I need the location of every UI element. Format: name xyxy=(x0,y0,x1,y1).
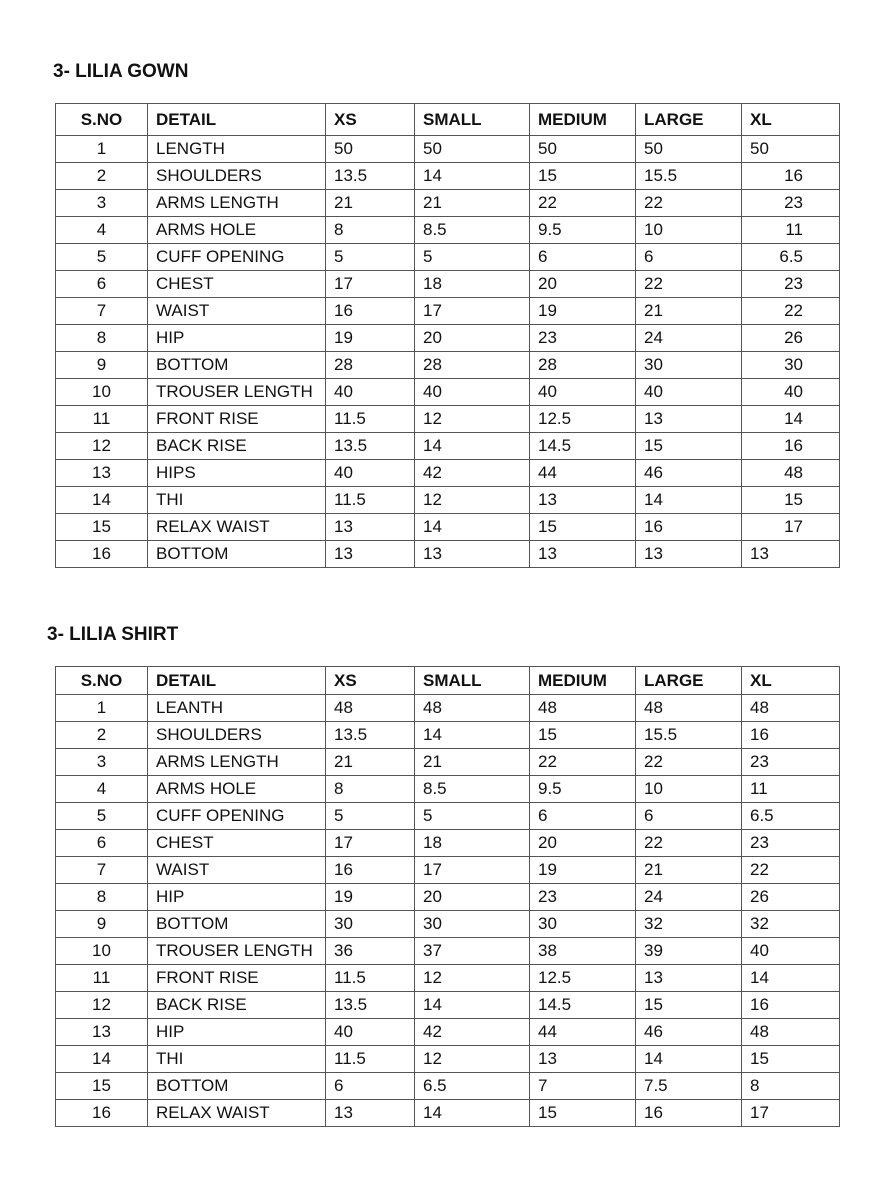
small-cell: 28 xyxy=(415,352,530,379)
sno-cell: 11 xyxy=(56,406,148,433)
xs-cell: 16 xyxy=(326,298,415,325)
detail-cell: CHEST xyxy=(148,271,326,298)
column-header-medium: MEDIUM xyxy=(530,104,636,136)
sno-cell: 8 xyxy=(56,884,148,911)
shirt-section-title: 3- LILIA SHIRT xyxy=(47,624,179,645)
table-row xyxy=(56,487,840,514)
large-cell: 14 xyxy=(636,487,742,514)
sno-cell: 6 xyxy=(56,271,148,298)
medium-cell: 7 xyxy=(530,1073,636,1100)
xs-cell: 40 xyxy=(326,379,415,406)
medium-cell: 9.5 xyxy=(530,776,636,803)
xl-cell: 22 xyxy=(742,298,840,325)
xs-cell: 48 xyxy=(326,695,415,722)
large-cell: 32 xyxy=(636,911,742,938)
large-cell: 16 xyxy=(636,514,742,541)
column-header-detail: DETAIL xyxy=(148,104,326,136)
small-cell: 13 xyxy=(415,541,530,568)
medium-cell: 30 xyxy=(530,911,636,938)
table-row xyxy=(56,541,840,568)
small-cell: 12 xyxy=(415,1046,530,1073)
xl-cell: 23 xyxy=(742,749,840,776)
table-row xyxy=(56,514,840,541)
xs-cell: 30 xyxy=(326,911,415,938)
sno-cell: 7 xyxy=(56,298,148,325)
xl-cell: 14 xyxy=(742,406,840,433)
small-cell: 6.5 xyxy=(415,1073,530,1100)
medium-cell: 40 xyxy=(530,379,636,406)
small-cell: 5 xyxy=(415,244,530,271)
detail-cell: TROUSER LENGTH xyxy=(148,379,326,406)
column-header-detail: DETAIL xyxy=(148,667,326,695)
table-row xyxy=(56,695,840,722)
small-cell: 14 xyxy=(415,514,530,541)
small-cell: 21 xyxy=(415,190,530,217)
table-row xyxy=(56,911,840,938)
table-row xyxy=(56,938,840,965)
column-header-xs: XS xyxy=(326,667,415,695)
column-header-small: SMALL xyxy=(415,667,530,695)
small-cell: 30 xyxy=(415,911,530,938)
detail-cell: THI xyxy=(148,487,326,514)
column-header-large: LARGE xyxy=(636,667,742,695)
detail-cell: RELAX WAIST xyxy=(148,514,326,541)
xl-cell: 16 xyxy=(742,722,840,749)
medium-cell: 48 xyxy=(530,695,636,722)
sno-cell: 9 xyxy=(56,352,148,379)
large-cell: 15.5 xyxy=(636,163,742,190)
medium-cell: 14.5 xyxy=(530,992,636,1019)
large-cell: 15.5 xyxy=(636,722,742,749)
gown-size-table xyxy=(55,103,840,568)
xl-cell: 48 xyxy=(742,1019,840,1046)
medium-cell: 13 xyxy=(530,487,636,514)
detail-cell: BOTTOM xyxy=(148,1073,326,1100)
xs-cell: 13 xyxy=(326,514,415,541)
sno-cell: 14 xyxy=(56,1046,148,1073)
small-cell: 14 xyxy=(415,1100,530,1127)
sno-cell: 12 xyxy=(56,433,148,460)
sno-cell: 5 xyxy=(56,244,148,271)
sno-cell: 4 xyxy=(56,217,148,244)
table-row xyxy=(56,1019,840,1046)
small-cell: 14 xyxy=(415,163,530,190)
large-cell: 22 xyxy=(636,749,742,776)
detail-cell: CUFF OPENING xyxy=(148,803,326,830)
large-cell: 40 xyxy=(636,379,742,406)
small-cell: 12 xyxy=(415,487,530,514)
small-cell: 20 xyxy=(415,884,530,911)
xs-cell: 8 xyxy=(326,776,415,803)
xs-cell: 11.5 xyxy=(326,1046,415,1073)
small-cell: 17 xyxy=(415,857,530,884)
table-row xyxy=(56,298,840,325)
xl-cell: 6.5 xyxy=(742,244,840,271)
medium-cell: 19 xyxy=(530,857,636,884)
column-header-xl: XL xyxy=(742,667,840,695)
xl-cell: 26 xyxy=(742,884,840,911)
xl-cell: 16 xyxy=(742,433,840,460)
medium-cell: 12.5 xyxy=(530,406,636,433)
table-row xyxy=(56,1073,840,1100)
large-cell: 16 xyxy=(636,1100,742,1127)
detail-cell: BACK RISE xyxy=(148,433,326,460)
xl-cell: 30 xyxy=(742,352,840,379)
detail-cell: HIPS xyxy=(148,460,326,487)
xs-cell: 13.5 xyxy=(326,433,415,460)
xs-cell: 11.5 xyxy=(326,965,415,992)
medium-cell: 13 xyxy=(530,541,636,568)
medium-cell: 22 xyxy=(530,749,636,776)
small-cell: 12 xyxy=(415,406,530,433)
xs-cell: 6 xyxy=(326,1073,415,1100)
column-header-sno: S.NO xyxy=(56,667,148,695)
small-cell: 14 xyxy=(415,433,530,460)
table-row xyxy=(56,352,840,379)
table-row xyxy=(56,884,840,911)
xs-cell: 21 xyxy=(326,749,415,776)
sno-cell: 1 xyxy=(56,136,148,163)
small-cell: 14 xyxy=(415,722,530,749)
large-cell: 46 xyxy=(636,460,742,487)
large-cell: 46 xyxy=(636,1019,742,1046)
large-cell: 22 xyxy=(636,830,742,857)
table-row xyxy=(56,271,840,298)
medium-cell: 6 xyxy=(530,803,636,830)
xs-cell: 13.5 xyxy=(326,163,415,190)
xs-cell: 5 xyxy=(326,244,415,271)
sno-cell: 4 xyxy=(56,776,148,803)
xs-cell: 50 xyxy=(326,136,415,163)
large-cell: 21 xyxy=(636,298,742,325)
xl-cell: 14 xyxy=(742,965,840,992)
sno-cell: 6 xyxy=(56,830,148,857)
table-row xyxy=(56,1100,840,1127)
large-cell: 24 xyxy=(636,884,742,911)
xl-cell: 13 xyxy=(742,541,840,568)
sno-cell: 5 xyxy=(56,803,148,830)
large-cell: 15 xyxy=(636,992,742,1019)
large-cell: 13 xyxy=(636,965,742,992)
sno-cell: 14 xyxy=(56,487,148,514)
small-cell: 17 xyxy=(415,298,530,325)
medium-cell: 15 xyxy=(530,722,636,749)
medium-cell: 20 xyxy=(530,271,636,298)
column-header-small: SMALL xyxy=(415,104,530,136)
xl-cell: 50 xyxy=(742,136,840,163)
medium-cell: 15 xyxy=(530,1100,636,1127)
xl-cell: 17 xyxy=(742,514,840,541)
small-cell: 42 xyxy=(415,1019,530,1046)
large-cell: 10 xyxy=(636,217,742,244)
xl-cell: 11 xyxy=(742,776,840,803)
xs-cell: 5 xyxy=(326,803,415,830)
detail-cell: ARMS LENGTH xyxy=(148,749,326,776)
column-header-xl: XL xyxy=(742,104,840,136)
sno-cell: 10 xyxy=(56,379,148,406)
sno-cell: 2 xyxy=(56,722,148,749)
xl-cell: 48 xyxy=(742,460,840,487)
medium-cell: 50 xyxy=(530,136,636,163)
detail-cell: HIP xyxy=(148,325,326,352)
medium-cell: 19 xyxy=(530,298,636,325)
small-cell: 50 xyxy=(415,136,530,163)
medium-cell: 14.5 xyxy=(530,433,636,460)
sno-cell: 15 xyxy=(56,1073,148,1100)
xs-cell: 13 xyxy=(326,541,415,568)
detail-cell: ARMS HOLE xyxy=(148,217,326,244)
sno-cell: 9 xyxy=(56,911,148,938)
small-cell: 48 xyxy=(415,695,530,722)
detail-cell: CHEST xyxy=(148,830,326,857)
xs-cell: 40 xyxy=(326,1019,415,1046)
xs-cell: 19 xyxy=(326,884,415,911)
xl-cell: 16 xyxy=(742,163,840,190)
medium-cell: 13 xyxy=(530,1046,636,1073)
table-row xyxy=(56,460,840,487)
small-cell: 18 xyxy=(415,830,530,857)
sno-cell: 8 xyxy=(56,325,148,352)
table-row xyxy=(56,776,840,803)
medium-cell: 44 xyxy=(530,460,636,487)
table-row xyxy=(56,722,840,749)
table-row xyxy=(56,217,840,244)
table-row xyxy=(56,163,840,190)
xl-cell: 23 xyxy=(742,271,840,298)
large-cell: 22 xyxy=(636,271,742,298)
detail-cell: SHOULDERS xyxy=(148,163,326,190)
xs-cell: 17 xyxy=(326,271,415,298)
sno-cell: 12 xyxy=(56,992,148,1019)
table-row xyxy=(56,190,840,217)
large-cell: 13 xyxy=(636,541,742,568)
xl-cell: 15 xyxy=(742,487,840,514)
medium-cell: 23 xyxy=(530,884,636,911)
medium-cell: 15 xyxy=(530,514,636,541)
medium-cell: 23 xyxy=(530,325,636,352)
detail-cell: LENGTH xyxy=(148,136,326,163)
small-cell: 42 xyxy=(415,460,530,487)
medium-cell: 38 xyxy=(530,938,636,965)
detail-cell: HIP xyxy=(148,1019,326,1046)
xs-cell: 16 xyxy=(326,857,415,884)
xs-cell: 36 xyxy=(326,938,415,965)
medium-cell: 9.5 xyxy=(530,217,636,244)
sno-cell: 7 xyxy=(56,857,148,884)
xl-cell: 15 xyxy=(742,1046,840,1073)
detail-cell: BOTTOM xyxy=(148,541,326,568)
xs-cell: 21 xyxy=(326,190,415,217)
detail-cell: BACK RISE xyxy=(148,992,326,1019)
xs-cell: 19 xyxy=(326,325,415,352)
large-cell: 13 xyxy=(636,406,742,433)
xl-cell: 48 xyxy=(742,695,840,722)
medium-cell: 44 xyxy=(530,1019,636,1046)
table-row xyxy=(56,965,840,992)
large-cell: 6 xyxy=(636,803,742,830)
xl-cell: 17 xyxy=(742,1100,840,1127)
xs-cell: 28 xyxy=(326,352,415,379)
detail-cell: SHOULDERS xyxy=(148,722,326,749)
table-row xyxy=(56,136,840,163)
medium-cell: 12.5 xyxy=(530,965,636,992)
small-cell: 40 xyxy=(415,379,530,406)
sno-cell: 13 xyxy=(56,460,148,487)
detail-cell: THI xyxy=(148,1046,326,1073)
medium-cell: 15 xyxy=(530,163,636,190)
xl-cell: 8 xyxy=(742,1073,840,1100)
xl-cell: 40 xyxy=(742,379,840,406)
detail-cell: ARMS LENGTH xyxy=(148,190,326,217)
shirt-size-table xyxy=(55,666,840,1127)
table-row xyxy=(56,830,840,857)
large-cell: 30 xyxy=(636,352,742,379)
sno-cell: 10 xyxy=(56,938,148,965)
large-cell: 10 xyxy=(636,776,742,803)
detail-cell: WAIST xyxy=(148,298,326,325)
detail-cell: FRONT RISE xyxy=(148,965,326,992)
xl-cell: 11 xyxy=(742,217,840,244)
column-header-sno: S.NO xyxy=(56,104,148,136)
medium-cell: 28 xyxy=(530,352,636,379)
xl-cell: 40 xyxy=(742,938,840,965)
large-cell: 48 xyxy=(636,695,742,722)
large-cell: 50 xyxy=(636,136,742,163)
sno-cell: 11 xyxy=(56,965,148,992)
small-cell: 14 xyxy=(415,992,530,1019)
column-header-large: LARGE xyxy=(636,104,742,136)
detail-cell: RELAX WAIST xyxy=(148,1100,326,1127)
table-row xyxy=(56,325,840,352)
sno-cell: 1 xyxy=(56,695,148,722)
large-cell: 7.5 xyxy=(636,1073,742,1100)
xs-cell: 11.5 xyxy=(326,406,415,433)
medium-cell: 6 xyxy=(530,244,636,271)
sno-cell: 3 xyxy=(56,190,148,217)
table-row xyxy=(56,379,840,406)
table-header-row xyxy=(56,667,840,695)
table-row xyxy=(56,749,840,776)
xs-cell: 13 xyxy=(326,1100,415,1127)
detail-cell: BOTTOM xyxy=(148,352,326,379)
xl-cell: 23 xyxy=(742,190,840,217)
detail-cell: BOTTOM xyxy=(148,911,326,938)
xl-cell: 26 xyxy=(742,325,840,352)
detail-cell: WAIST xyxy=(148,857,326,884)
xs-cell: 17 xyxy=(326,830,415,857)
sno-cell: 3 xyxy=(56,749,148,776)
sno-cell: 16 xyxy=(56,1100,148,1127)
small-cell: 8.5 xyxy=(415,217,530,244)
table-row xyxy=(56,803,840,830)
medium-cell: 20 xyxy=(530,830,636,857)
medium-cell: 22 xyxy=(530,190,636,217)
large-cell: 6 xyxy=(636,244,742,271)
sno-cell: 2 xyxy=(56,163,148,190)
sno-cell: 16 xyxy=(56,541,148,568)
xl-cell: 23 xyxy=(742,830,840,857)
small-cell: 12 xyxy=(415,965,530,992)
xs-cell: 40 xyxy=(326,460,415,487)
xs-cell: 11.5 xyxy=(326,487,415,514)
column-header-xs: XS xyxy=(326,104,415,136)
large-cell: 15 xyxy=(636,433,742,460)
small-cell: 8.5 xyxy=(415,776,530,803)
large-cell: 24 xyxy=(636,325,742,352)
small-cell: 37 xyxy=(415,938,530,965)
large-cell: 21 xyxy=(636,857,742,884)
xl-cell: 16 xyxy=(742,992,840,1019)
xl-cell: 6.5 xyxy=(742,803,840,830)
table-row xyxy=(56,992,840,1019)
small-cell: 18 xyxy=(415,271,530,298)
table-row xyxy=(56,433,840,460)
xl-cell: 22 xyxy=(742,857,840,884)
detail-cell: FRONT RISE xyxy=(148,406,326,433)
sno-cell: 15 xyxy=(56,514,148,541)
detail-cell: LEANTH xyxy=(148,695,326,722)
column-header-medium: MEDIUM xyxy=(530,667,636,695)
gown-section-title: 3- LILIA GOWN xyxy=(53,61,189,82)
xs-cell: 13.5 xyxy=(326,992,415,1019)
table-row xyxy=(56,857,840,884)
large-cell: 22 xyxy=(636,190,742,217)
large-cell: 39 xyxy=(636,938,742,965)
detail-cell: CUFF OPENING xyxy=(148,244,326,271)
large-cell: 14 xyxy=(636,1046,742,1073)
small-cell: 20 xyxy=(415,325,530,352)
xl-cell: 32 xyxy=(742,911,840,938)
xs-cell: 8 xyxy=(326,217,415,244)
detail-cell: TROUSER LENGTH xyxy=(148,938,326,965)
xs-cell: 13.5 xyxy=(326,722,415,749)
sno-cell: 13 xyxy=(56,1019,148,1046)
small-cell: 5 xyxy=(415,803,530,830)
detail-cell: ARMS HOLE xyxy=(148,776,326,803)
table-header-row xyxy=(56,104,840,136)
table-row xyxy=(56,406,840,433)
table-row xyxy=(56,1046,840,1073)
small-cell: 21 xyxy=(415,749,530,776)
detail-cell: HIP xyxy=(148,884,326,911)
table-row xyxy=(56,244,840,271)
